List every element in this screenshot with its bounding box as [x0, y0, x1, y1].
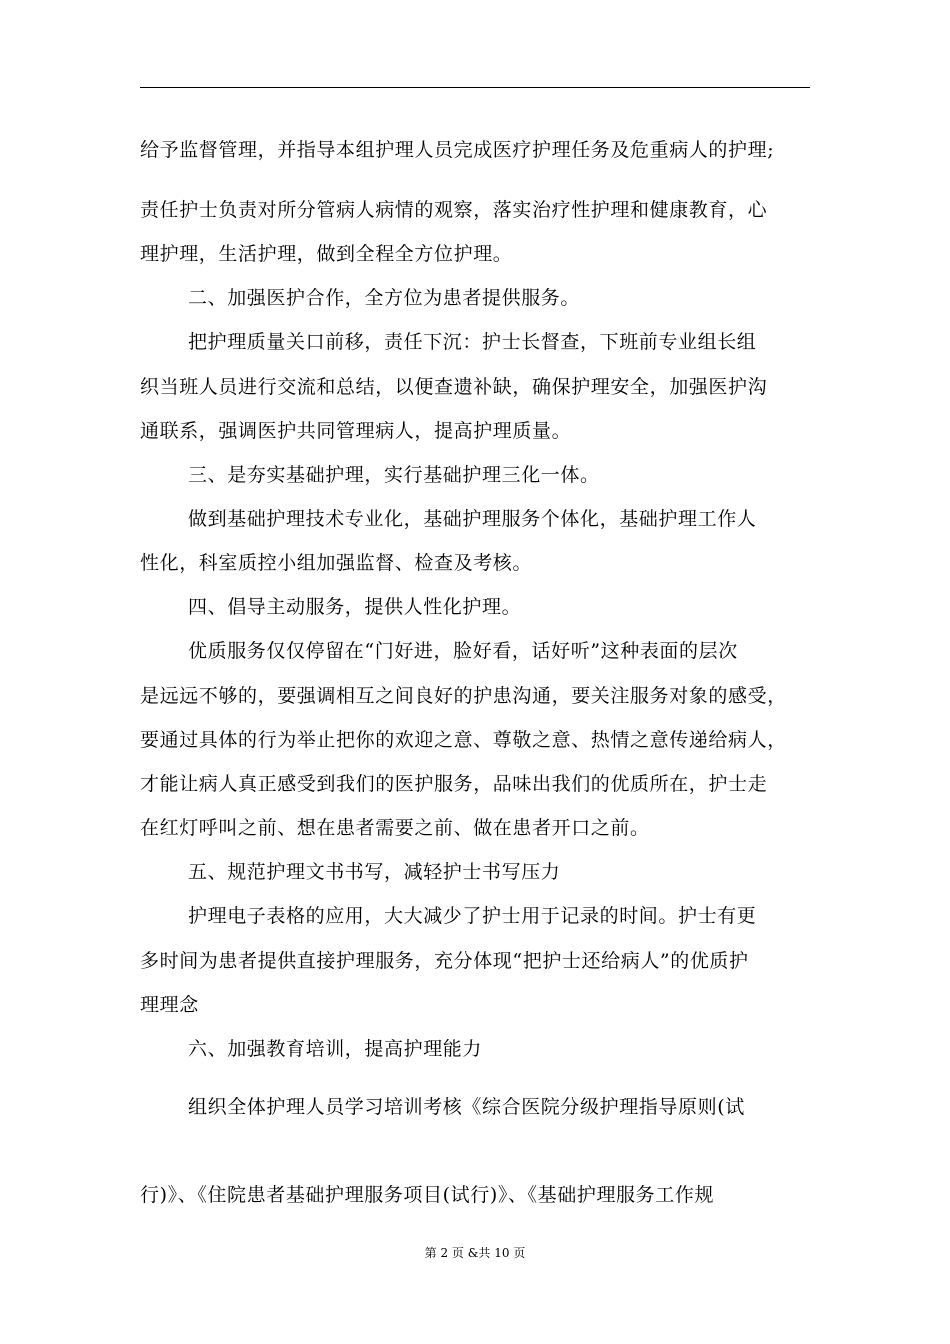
text-line: 给予监督管理，并指导本组护理人员完成医疗护理任务及危重病人的护理;: [140, 139, 775, 161]
page-footer: 第 2 页 &共 10 页: [424, 1246, 526, 1260]
text-line: 组织全体护理人员学习培训考核《综合医院分级护理指导原则(试: [188, 1096, 745, 1118]
text-line: 把护理质量关口前移，责任下沉：护士长督查，下班前专业组长组: [188, 331, 757, 353]
text-line: 责任护士负责对所分管病人病情的观察，落实治疗性护理和健康教育，心: [140, 199, 768, 221]
text-line: 理理念: [140, 994, 199, 1016]
text-line: 织当班人员进行交流和总结，以便查遗补缺，确保护理安全，加强医护沟: [140, 376, 768, 398]
section-heading: 四、倡导主动服务，提供人性化护理。: [188, 596, 522, 618]
text-line: 是远远不够的，要强调相互之间良好的护患沟通，要关注服务对象的感受，: [140, 685, 787, 707]
text-line: 多时间为患者提供直接护理服务，充分体现“把护士还给病人”的优质护: [140, 950, 749, 972]
text-line: 通联系，强调医护共同管理病人，提高护理质量。: [140, 420, 572, 442]
section-heading: 五、规范护理文书书写，减轻护士书写压力: [188, 861, 561, 883]
header-rule: [140, 87, 810, 88]
text-line: 在红灯呼叫之前、想在患者需要之前、做在患者开口之前。: [140, 817, 650, 839]
text-line: 行)》、《住院患者基础护理服务项目(试行)》、《基础护理服务工作规: [140, 1184, 715, 1206]
section-heading: 六、加强教育培训，提高护理能力: [188, 1038, 483, 1060]
text-line: 做到基础护理技术专业化，基础护理服务个体化，基础护理工作人: [188, 508, 757, 530]
section-heading: 三、是夯实基础护理，实行基础护理三化一体。: [188, 464, 600, 486]
text-line: 要通过具体的行为举止把你的欢迎之意、尊敬之意、热情之意传递给病人，: [140, 729, 787, 751]
text-line: 护理电子表格的应用，大大减少了护士用于记录的时间。护士有更: [188, 905, 757, 927]
text-line: 才能让病人真正感受到我们的医护服务，品味出我们的优质所在，护士走: [140, 773, 768, 795]
text-line: 理护理，生活护理，做到全程全方位护理。: [140, 243, 513, 265]
text-line: 优质服务仅仅停留在“门好进，脸好看，话好听”这种表面的层次: [188, 640, 738, 662]
section-heading: 二、加强医护合作，全方位为患者提供服务。: [188, 287, 581, 309]
text-line: 性化，科室质控小组加强监督、检查及考核。: [140, 552, 533, 574]
